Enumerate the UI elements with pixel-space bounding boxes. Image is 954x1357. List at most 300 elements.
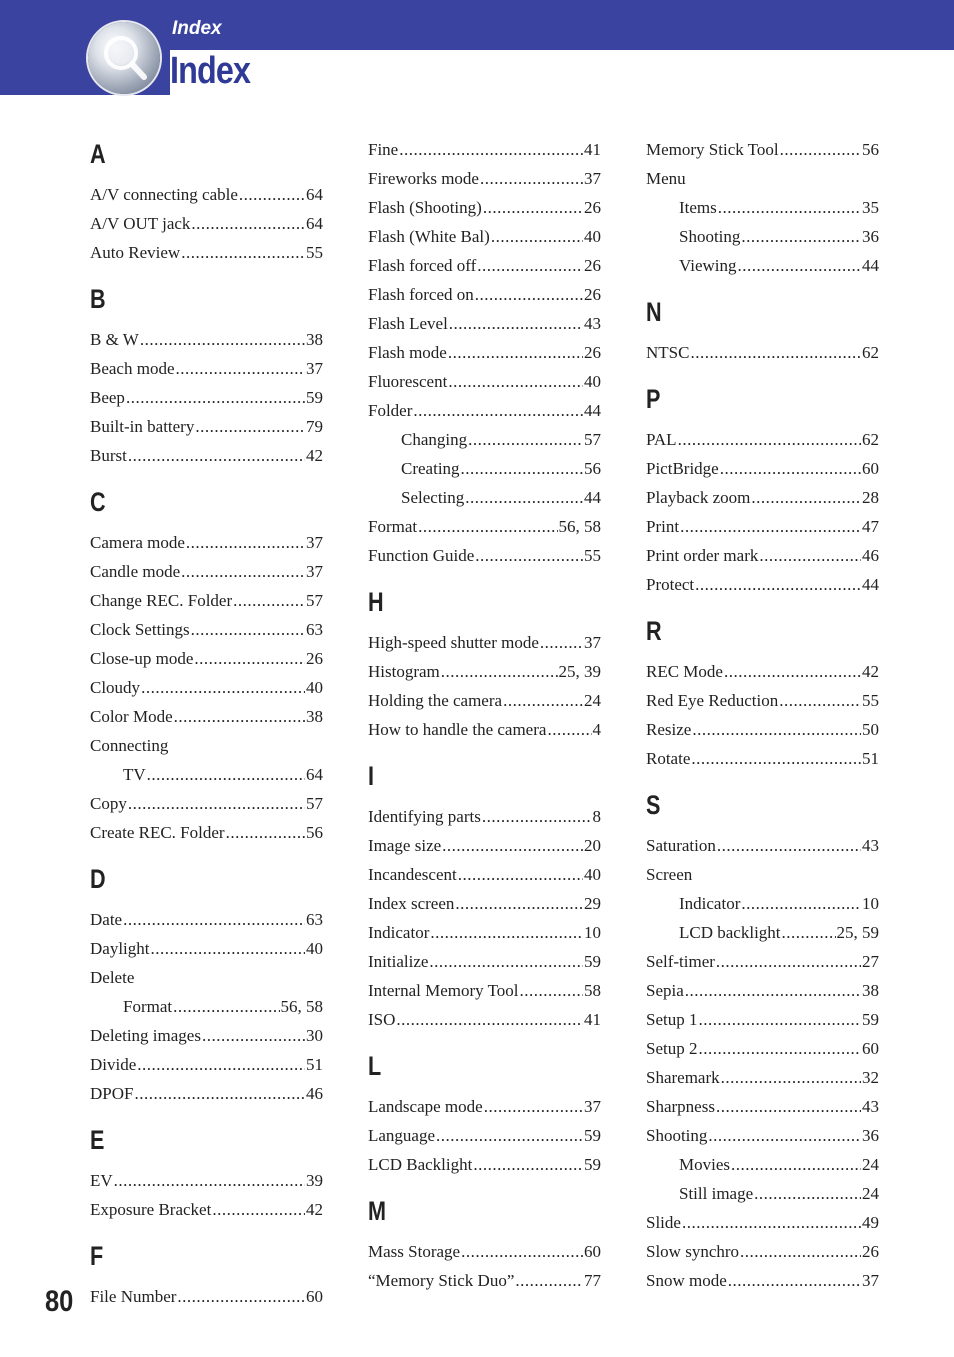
- index-entry: [646, 686, 879, 715]
- index-entry: [646, 657, 879, 686]
- index-entry-term: LCD Backlight: [368, 1155, 473, 1174]
- index-entry: [646, 338, 879, 367]
- index-entry-page: 79: [306, 417, 323, 436]
- index-entry-page: 57: [306, 794, 323, 813]
- leader-dots: [716, 1092, 861, 1121]
- index-entry-term: Built-in battery: [90, 417, 195, 436]
- leader-dots: [177, 1282, 305, 1311]
- index-entry-page: 26: [862, 1242, 879, 1261]
- index-entry-term: Image size: [368, 836, 442, 855]
- index-entry-page: 26: [584, 285, 601, 304]
- leader-dots: [173, 992, 279, 1021]
- page-title: Index: [170, 50, 251, 92]
- index-entry-page: 20: [584, 836, 601, 855]
- index-entry-term: Creating: [401, 459, 460, 478]
- leader-dots: [181, 557, 305, 586]
- leader-dots: [547, 715, 591, 744]
- index-entry-term: Index screen: [368, 894, 455, 913]
- index-entry: [368, 309, 601, 338]
- leader-dots: [779, 686, 861, 715]
- index-entry-term: Create REC. Folder: [90, 823, 225, 842]
- leader-dots: [475, 541, 583, 570]
- leader-dots: [413, 396, 583, 425]
- index-entry-page: 37: [584, 633, 601, 652]
- leader-dots: [399, 135, 583, 164]
- index-entry-term: A/V connecting cable: [90, 185, 238, 204]
- index-entry-term: Divide: [90, 1055, 137, 1074]
- index-entry: [368, 251, 601, 280]
- index-entry-page: 56: [862, 140, 879, 159]
- index-letter-heading: B: [90, 284, 106, 314]
- leader-dots: [239, 180, 305, 209]
- index-entry-term: Rotate: [646, 749, 691, 768]
- leader-dots: [191, 209, 305, 238]
- index-entry-page: 58: [584, 981, 601, 1000]
- index-entry-page: 38: [306, 330, 323, 349]
- index-entry-page: 37: [306, 359, 323, 378]
- index-entry-term: Self-timer: [646, 952, 715, 971]
- index-entry-term: REC Mode: [646, 662, 723, 681]
- index-letter-heading: R: [646, 616, 662, 646]
- index-entry: [90, 789, 323, 818]
- leader-dots: [418, 512, 557, 541]
- index-entry-term: Close-up mode: [90, 649, 194, 668]
- index-entry-term: Viewing: [679, 256, 737, 275]
- index-entry-page: 56: [306, 823, 323, 842]
- leader-dots: [682, 1208, 861, 1237]
- index-letter-heading: H: [368, 587, 384, 617]
- index-entry: [368, 164, 601, 193]
- index-entry-page: 64: [306, 185, 323, 204]
- index-entry: [646, 164, 879, 193]
- index-entry-page: 29: [584, 894, 601, 913]
- index-entry: [368, 860, 601, 889]
- index-entry-term: Selecting: [401, 488, 465, 507]
- index-entry: [368, 512, 601, 541]
- index-entry: [646, 889, 879, 918]
- index-entry-term: Initialize: [368, 952, 429, 971]
- index-entry: [90, 383, 323, 412]
- leader-dots: [396, 1005, 583, 1034]
- index-entry-term: ISO: [368, 1010, 396, 1029]
- index-entry-term: Deleting images: [90, 1026, 201, 1045]
- index-entry: [646, 570, 879, 599]
- index-entry: [368, 1266, 601, 1295]
- index-entry: [368, 396, 601, 425]
- index-entry-term: Fine: [368, 140, 399, 159]
- index-entry-term: Movies: [679, 1155, 730, 1174]
- index-entry-page: 4: [592, 720, 601, 739]
- leader-dots: [483, 193, 583, 222]
- index-letter-heading: S: [646, 790, 661, 820]
- index-entry-page: 59: [584, 1155, 601, 1174]
- index-entry: [90, 673, 323, 702]
- index-entry-term: Menu: [646, 169, 686, 188]
- index-entry-page: 43: [862, 1097, 879, 1116]
- index-entry-term: Print: [646, 517, 680, 536]
- index-letter-heading: P: [646, 384, 661, 414]
- leader-dots: [141, 673, 305, 702]
- index-entry-page: 27: [862, 952, 879, 971]
- index-entry-page: 63: [306, 620, 323, 639]
- index-entry: [368, 686, 601, 715]
- index-column-1: [90, 135, 323, 1311]
- index-entry: [90, 760, 323, 789]
- index-entry-page: 55: [306, 243, 323, 262]
- index-entry: [368, 1005, 601, 1034]
- leader-dots: [151, 934, 306, 963]
- index-entry-term: Clock Settings: [90, 620, 190, 639]
- index-entry: [646, 715, 879, 744]
- index-entry-page: 60: [862, 459, 879, 478]
- index-entry-term: Cloudy: [90, 678, 141, 697]
- index-entry-page: 62: [862, 430, 879, 449]
- index-entry-term: Red Eye Reduction: [646, 691, 779, 710]
- index-entry-page: 44: [862, 256, 879, 275]
- index-entry-term: Copy: [90, 794, 127, 813]
- leader-dots: [465, 483, 583, 512]
- index-entry-term: Format: [368, 517, 418, 536]
- index-entry-term: Connecting: [90, 736, 169, 755]
- index-entry-term: Screen: [646, 865, 693, 884]
- index-entry-page: 42: [306, 446, 323, 465]
- index-entry: [646, 541, 879, 570]
- index-entry: [646, 1150, 879, 1179]
- index-entry-term: Flash forced on: [368, 285, 474, 304]
- leader-dots: [717, 831, 861, 860]
- index-entry-term: Print order mark: [646, 546, 759, 565]
- index-column-3: [646, 135, 879, 1295]
- leader-dots: [140, 325, 305, 354]
- index-entry: [646, 1121, 879, 1150]
- index-entry-page: 25, 39: [558, 662, 601, 681]
- index-entry-term: Sharemark: [646, 1068, 720, 1087]
- index-entry: [646, 454, 879, 483]
- leader-dots: [202, 1021, 305, 1050]
- leader-dots: [724, 657, 861, 686]
- index-entry: [90, 702, 323, 731]
- index-entry-page: 60: [862, 1039, 879, 1058]
- index-entry: [90, 1195, 323, 1224]
- leader-dots: [448, 367, 583, 396]
- index-entry: [368, 222, 601, 251]
- index-entry: [368, 628, 601, 657]
- index-entry-page: 24: [584, 691, 601, 710]
- index-entry-page: 60: [306, 1287, 323, 1306]
- index-entry: [646, 831, 879, 860]
- leader-dots: [430, 918, 583, 947]
- index-entry: [646, 860, 879, 889]
- index-entry-term: Setup 1: [646, 1010, 698, 1029]
- index-entry-term: Candle mode: [90, 562, 181, 581]
- index-entry-page: 38: [862, 981, 879, 1000]
- index-entry: [90, 934, 323, 963]
- index-entry-page: 51: [862, 749, 879, 768]
- leader-dots: [718, 193, 861, 222]
- leader-dots: [126, 383, 305, 412]
- index-entry-term: Still image: [679, 1184, 754, 1203]
- leader-dots: [691, 744, 861, 773]
- leader-dots: [461, 1237, 583, 1266]
- index-letter-heading: M: [368, 1196, 386, 1226]
- leader-dots: [698, 1034, 861, 1063]
- index-entry-term: DPOF: [90, 1084, 134, 1103]
- leader-dots: [782, 918, 836, 947]
- magnifier-icon: [88, 22, 160, 94]
- index-entry-term: Resize: [646, 720, 692, 739]
- index-letter-heading: A: [90, 139, 106, 169]
- index-entry: [90, 644, 323, 673]
- leader-dots: [680, 512, 861, 541]
- index-entry-page: 56, 58: [280, 997, 323, 1016]
- index-letter-heading: F: [90, 1241, 104, 1271]
- leader-dots: [174, 702, 305, 731]
- index-entry: [368, 715, 601, 744]
- index-entry-term: Incandescent: [368, 865, 457, 884]
- index-entry-page: 28: [862, 488, 879, 507]
- index-entry-page: 43: [862, 836, 879, 855]
- leader-dots: [759, 541, 861, 570]
- index-entry-term: Flash (Shooting): [368, 198, 482, 217]
- leader-dots: [728, 1266, 861, 1295]
- index-entry-page: 37: [584, 169, 601, 188]
- index-entry-page: 26: [584, 343, 601, 362]
- leader-dots: [690, 338, 861, 367]
- index-entry-page: 46: [306, 1084, 323, 1103]
- index-entry-term: Beach mode: [90, 359, 175, 378]
- index-entry: [646, 425, 879, 454]
- index-entry: [368, 541, 601, 570]
- index-entry-page: 55: [584, 546, 601, 565]
- index-entry: [646, 1034, 879, 1063]
- index-entry-page: 10: [584, 923, 601, 942]
- leader-dots: [128, 441, 305, 470]
- index-entry-term: Flash forced off: [368, 256, 477, 275]
- index-entry: [90, 905, 323, 934]
- index-entry-page: 24: [862, 1184, 879, 1203]
- index-entry-page: 26: [584, 198, 601, 217]
- leader-dots: [137, 1050, 305, 1079]
- index-entry: [90, 180, 323, 209]
- index-entry-term: Internal Memory Tool: [368, 981, 519, 1000]
- index-entry-page: 41: [584, 140, 601, 159]
- index-entry-term: Beep: [90, 388, 125, 407]
- index-entry: [646, 1005, 879, 1034]
- index-entry: [646, 1092, 879, 1121]
- leader-dots: [441, 657, 558, 686]
- index-entry-term: Auto Review: [90, 243, 181, 262]
- index-entry: [646, 1208, 879, 1237]
- index-entry-page: 24: [862, 1155, 879, 1174]
- index-entry-page: 40: [306, 939, 323, 958]
- index-letter-heading: L: [368, 1051, 382, 1081]
- index-entry-page: 77: [584, 1271, 601, 1290]
- index-entry-term: Color Mode: [90, 707, 173, 726]
- leader-dots: [473, 1150, 583, 1179]
- index-entry-page: 43: [584, 314, 601, 333]
- index-entry: [90, 992, 323, 1021]
- index-entry-page: 39: [306, 1171, 323, 1190]
- index-entry-term: Change REC. Folder: [90, 591, 233, 610]
- leader-dots: [123, 905, 305, 934]
- index-entry-term: Format: [123, 997, 173, 1016]
- leader-dots: [176, 354, 306, 383]
- index-entry-page: 44: [862, 575, 879, 594]
- index-entry-page: 59: [862, 1010, 879, 1029]
- index-entry-term: Landscape mode: [368, 1097, 483, 1116]
- leader-dots: [720, 454, 861, 483]
- leader-dots: [458, 860, 583, 889]
- leader-dots: [442, 831, 583, 860]
- leader-dots: [468, 425, 583, 454]
- index-entry-page: 36: [862, 227, 879, 246]
- index-entry-term: Exposure Bracket: [90, 1200, 212, 1219]
- index-entry-page: 64: [306, 214, 323, 233]
- leader-dots: [233, 586, 305, 615]
- index-entry: [368, 1092, 601, 1121]
- index-entry-term: Histogram: [368, 662, 440, 681]
- index-entry: [368, 947, 601, 976]
- index-entry-term: Language: [368, 1126, 436, 1145]
- index-entry: [368, 425, 601, 454]
- index-entry-page: 59: [584, 952, 601, 971]
- index-entry: [90, 1021, 323, 1050]
- index-letter-heading: N: [646, 297, 662, 327]
- index-entry-page: 51: [306, 1055, 323, 1074]
- index-entry-page: 59: [584, 1126, 601, 1145]
- index-entry-page: 40: [306, 678, 323, 697]
- index-entry-page: 63: [306, 910, 323, 929]
- index-entry: [368, 657, 601, 686]
- leader-dots: [461, 454, 583, 483]
- section-label: Index: [172, 18, 222, 39]
- index-entry-page: 36: [862, 1126, 879, 1145]
- index-entry-term: Identifying parts: [368, 807, 481, 826]
- index-entry-term: Indicator: [368, 923, 430, 942]
- index-entry: [646, 1266, 879, 1295]
- leader-dots: [455, 889, 583, 918]
- index-entry-term: Indicator: [679, 894, 741, 913]
- index-entry-term: Camera mode: [90, 533, 185, 552]
- leader-dots: [449, 309, 583, 338]
- index-entry: [646, 1063, 879, 1092]
- index-entry-page: 30: [306, 1026, 323, 1045]
- index-letter-heading: C: [90, 487, 106, 517]
- index-entry: [646, 512, 879, 541]
- leader-dots: [780, 135, 861, 164]
- index-entry-page: 47: [862, 517, 879, 536]
- index-entry-term: High-speed shutter mode: [368, 633, 539, 652]
- index-letter-heading: D: [90, 864, 106, 894]
- index-entry: [368, 802, 601, 831]
- index-entry-term: Setup 2: [646, 1039, 698, 1058]
- leader-dots: [731, 1150, 861, 1179]
- index-entry-term: Items: [679, 198, 717, 217]
- leader-dots: [134, 1079, 305, 1108]
- leader-dots: [491, 222, 583, 251]
- index-entry-page: 37: [306, 533, 323, 552]
- index-entry-term: Date: [90, 910, 123, 929]
- index-entry: [90, 528, 323, 557]
- index-entry-page: 55: [862, 691, 879, 710]
- index-entry-term: LCD backlight: [679, 923, 781, 942]
- leader-dots: [698, 1005, 861, 1034]
- index-entry-term: A/V OUT jack: [90, 214, 191, 233]
- index-entry-page: 62: [862, 343, 879, 362]
- index-entry-term: TV: [123, 765, 146, 784]
- index-entry-term: Slide: [646, 1213, 681, 1232]
- leader-dots: [751, 483, 861, 512]
- index-entry: [90, 963, 323, 992]
- leader-dots: [678, 425, 861, 454]
- index-entry-term: Daylight: [90, 939, 150, 958]
- index-entry-term: Fireworks mode: [368, 169, 479, 188]
- index-entry: [646, 193, 879, 222]
- index-entry-term: Burst: [90, 446, 127, 465]
- leader-dots: [186, 528, 305, 557]
- leader-dots: [181, 238, 305, 267]
- index-entry-term: Slow synchro: [646, 1242, 740, 1261]
- index-entry: [646, 222, 879, 251]
- index-entry-term: PictBridge: [646, 459, 719, 478]
- index-entry-term: Folder: [368, 401, 413, 420]
- index-entry: [90, 1282, 323, 1311]
- index-entry-page: 49: [862, 1213, 879, 1232]
- leader-dots: [738, 251, 861, 280]
- index-entry: [368, 1150, 601, 1179]
- index-entry-page: 44: [584, 488, 601, 507]
- leader-dots: [484, 1092, 583, 1121]
- index-entry-term: “Memory Stick Duo”: [368, 1271, 515, 1290]
- index-entry-term: Flash (White Bal): [368, 227, 490, 246]
- leader-dots: [740, 1237, 861, 1266]
- leader-dots: [212, 1195, 305, 1224]
- leader-dots: [741, 889, 861, 918]
- index-entry: [368, 338, 601, 367]
- index-entry-page: 60: [584, 1242, 601, 1261]
- index-entry-page: 32: [862, 1068, 879, 1087]
- index-entry: [368, 280, 601, 309]
- index-entry-term: Playback zoom: [646, 488, 751, 507]
- index-entry: [90, 731, 323, 760]
- index-entry: [90, 354, 323, 383]
- index-entry-term: NTSC: [646, 343, 690, 362]
- index-entry: [368, 1121, 601, 1150]
- index-entry: [646, 135, 879, 164]
- index-entry-page: 41: [584, 1010, 601, 1029]
- index-entry-page: 37: [306, 562, 323, 581]
- index-entry-term: File Number: [90, 1287, 177, 1306]
- index-entry-term: Shooting: [646, 1126, 708, 1145]
- index-letter-heading: E: [90, 1125, 105, 1155]
- index-entry-page: 40: [584, 372, 601, 391]
- index-letter-heading: I: [368, 761, 375, 791]
- index-entry: [646, 976, 879, 1005]
- index-entry: [368, 1237, 601, 1266]
- index-entry-page: 26: [584, 256, 601, 275]
- leader-dots: [515, 1266, 583, 1295]
- index-entry: [90, 238, 323, 267]
- index-entry: [646, 947, 879, 976]
- leader-dots: [191, 615, 305, 644]
- index-entry: [646, 744, 879, 773]
- index-entry: [368, 454, 601, 483]
- index-entry: [90, 441, 323, 470]
- index-entry-term: Function Guide: [368, 546, 475, 565]
- index-entry-term: Saturation: [646, 836, 716, 855]
- leader-dots: [128, 789, 305, 818]
- index-entry-page: 38: [306, 707, 323, 726]
